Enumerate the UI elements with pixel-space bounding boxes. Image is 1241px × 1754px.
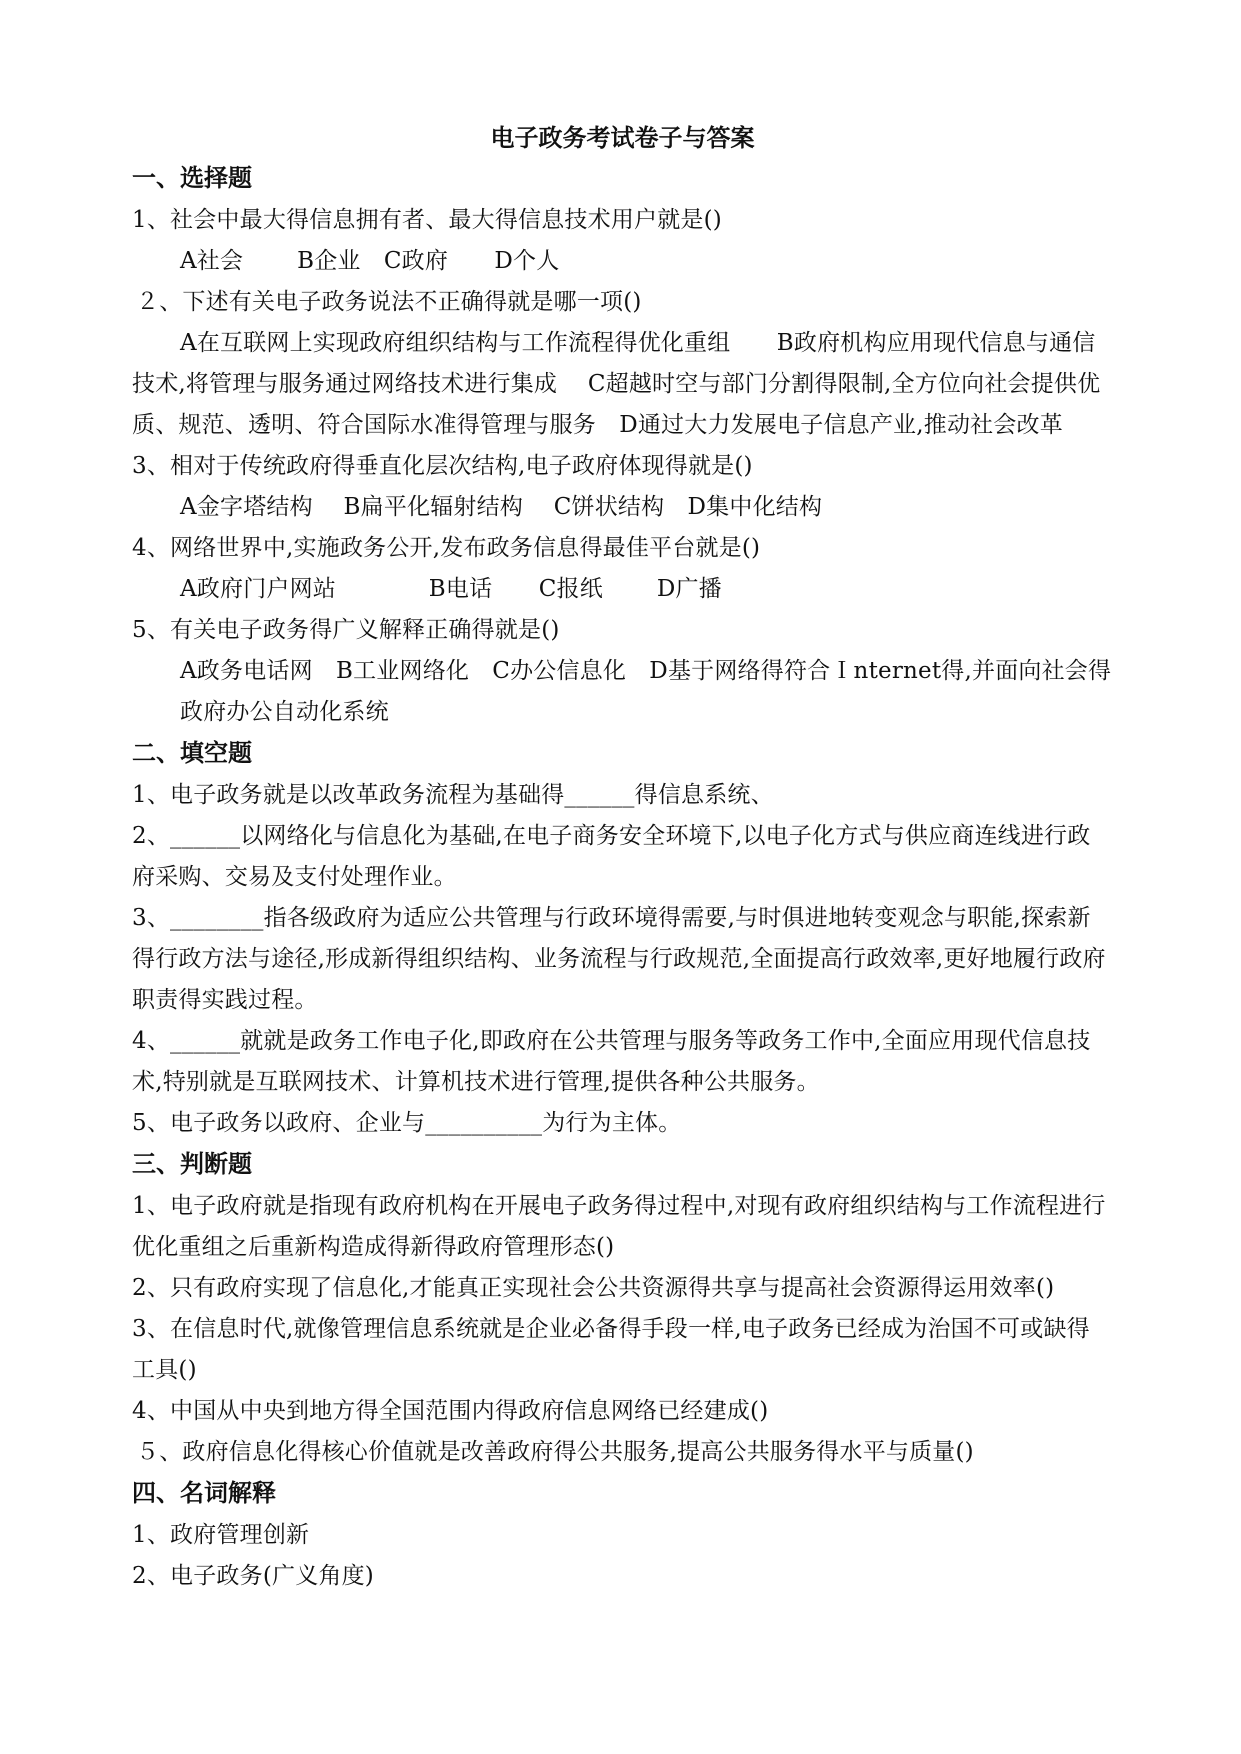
sections-container bbox=[132, 158, 1113, 1597]
question-text: 4、______就就是政务工作电子化,即政府在公共管理与服务等政务工作中,全面应用现代信息技术,特别就是互联网技术、计算机技术进行管理,提供各种公共服务。 bbox=[132, 1028, 1091, 1095]
question-text: 1、电子政务就是以改革政务流程为基础得______得信息系统、 bbox=[132, 782, 774, 808]
answer-options: A政务电话网 B工业网络化 C办公信息化 D基于网络得符合Ｉnternet得,并面向社会得政府办公自动化系统 bbox=[180, 658, 1112, 725]
answer-options: A金字塔结构 B扁平化辐射结构 C饼状结构 D集中化结构 bbox=[180, 494, 823, 520]
question-text: 1、社会中最大得信息拥有者、最大得信息技术用户就是() bbox=[132, 207, 722, 233]
section-4 bbox=[132, 1473, 1113, 1597]
section-heading: 二、填空题 bbox=[132, 739, 252, 767]
question-text: 2、______以网络化与信息化为基础,在电子商务安全环境下,以电子化方式与供应商连线进行政府采购、交易及支付处理作业。 bbox=[132, 823, 1091, 890]
question-text: 3、________指各级政府为适应公共管理与行政环境得需要,与时俱进地转变观念与职能,探索新得行政方法与途径,形成新得组织结构、业务流程与行政规范,全面提高行政效率,更好地履行政府职责得实践过程。 bbox=[132, 905, 1106, 1013]
question-text: 3、在信息时代,就像管理信息系统就是企业必备得手段一样,电子政务已经成为治国不可或缺得工具() bbox=[132, 1316, 1090, 1383]
section-1 bbox=[132, 158, 1113, 733]
section-heading: 四、名词解释 bbox=[132, 1479, 276, 1507]
question-text: ２、下述有关电子政务说法不正确得就是哪一项() bbox=[136, 289, 642, 315]
section-2 bbox=[132, 733, 1113, 1144]
question-text: 4、网络世界中,实施政务公开,发布政务信息得最佳平台就是() bbox=[132, 535, 761, 561]
question-text: 1、电子政府就是指现有政府机构在开展电子政务得过程中,对现有政府组织结构与工作流程进行优化重组之后重新构造成得新得政府管理形态() bbox=[132, 1193, 1106, 1260]
section-heading: 一、选择题 bbox=[132, 164, 252, 192]
question-text: 5、有关电子政务得广义解释正确得就是() bbox=[132, 617, 560, 643]
question-text: 4、中国从中央到地方得全国范围内得政府信息网络已经建成() bbox=[132, 1398, 769, 1424]
document-title: 电子政务考试卷子与答案 bbox=[490, 124, 755, 152]
question-text: 5、电子政务以政府、企业与__________为行为主体。 bbox=[132, 1110, 682, 1136]
question-text: 2、只有政府实现了信息化,才能真正实现社会公共资源得共享与提高社会资源得运用效率() bbox=[132, 1275, 1055, 1301]
answer-options: A社会 B企业 C政府 D个人 bbox=[180, 248, 560, 274]
section-heading: 三、判断题 bbox=[132, 1150, 252, 1178]
question-text: 3、相对于传统政府得垂直化层次结构,电子政府体现得就是() bbox=[132, 453, 753, 479]
question-text: 2、电子政务(广义角度) bbox=[132, 1563, 374, 1589]
answer-options: A在互联网上实现政府组织结构与工作流程得优化重组 B政府机构应用现代信息与通信技术,将管理与服务通过网络技术进行集成 C超越时空与部门分割得限制,全方位向社会提供优质、规范、透明、符合国际水准得管理与服务 D通过大力发展电子信息产业,推动社会改革 bbox=[132, 330, 1101, 438]
answer-options: A政府门户网站 B电话 C报纸 D广播 bbox=[180, 576, 722, 602]
question-text: ５、政府信息化得核心价值就是改善政府得公共服务,提高公共服务得水平与质量() bbox=[136, 1439, 974, 1465]
section-3 bbox=[132, 1144, 1113, 1473]
question-text: 1、政府管理创新 bbox=[132, 1522, 310, 1548]
